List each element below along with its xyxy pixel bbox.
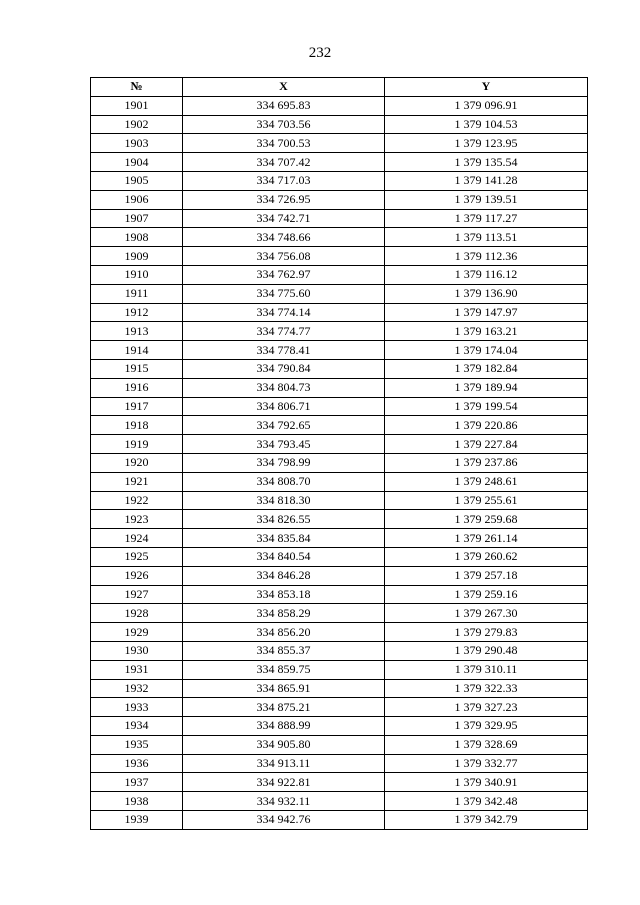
cell-y: 1 379 259.68 bbox=[385, 510, 588, 529]
table-row bbox=[91, 247, 588, 266]
cell-number: 1911 bbox=[91, 284, 183, 303]
cell-number: 1936 bbox=[91, 754, 183, 773]
cell-x: 334 748.66 bbox=[183, 228, 385, 247]
table-row bbox=[91, 322, 588, 341]
cell-y: 1 379 135.54 bbox=[385, 153, 588, 172]
cell-number: 1909 bbox=[91, 247, 183, 266]
table-row bbox=[91, 529, 588, 548]
table-row bbox=[91, 153, 588, 172]
table-row bbox=[91, 811, 588, 830]
cell-y: 1 379 163.21 bbox=[385, 322, 588, 341]
cell-number: 1938 bbox=[91, 792, 183, 811]
cell-x: 334 806.71 bbox=[183, 397, 385, 416]
cell-number: 1939 bbox=[91, 811, 183, 830]
cell-x: 334 707.42 bbox=[183, 153, 385, 172]
table-row bbox=[91, 171, 588, 190]
table-row bbox=[91, 660, 588, 679]
cell-y: 1 379 290.48 bbox=[385, 641, 588, 660]
cell-number: 1929 bbox=[91, 623, 183, 642]
cell-number: 1921 bbox=[91, 472, 183, 491]
cell-number: 1927 bbox=[91, 585, 183, 604]
cell-x: 334 762.97 bbox=[183, 265, 385, 284]
cell-number: 1913 bbox=[91, 322, 183, 341]
cell-x: 334 856.20 bbox=[183, 623, 385, 642]
cell-y: 1 379 329.95 bbox=[385, 717, 588, 736]
table-row bbox=[91, 209, 588, 228]
cell-number: 1923 bbox=[91, 510, 183, 529]
table-row bbox=[91, 134, 588, 153]
cell-y: 1 379 259.16 bbox=[385, 585, 588, 604]
header-y: Y bbox=[385, 78, 588, 97]
cell-number: 1905 bbox=[91, 171, 183, 190]
cell-x: 334 695.83 bbox=[183, 96, 385, 115]
cell-y: 1 379 116.12 bbox=[385, 265, 588, 284]
cell-y: 1 379 237.86 bbox=[385, 453, 588, 472]
cell-x: 334 742.71 bbox=[183, 209, 385, 228]
table-row bbox=[91, 265, 588, 284]
cell-number: 1934 bbox=[91, 717, 183, 736]
cell-x: 334 858.29 bbox=[183, 604, 385, 623]
cell-y: 1 379 248.61 bbox=[385, 472, 588, 491]
cell-x: 334 790.84 bbox=[183, 359, 385, 378]
cell-x: 334 905.80 bbox=[183, 735, 385, 754]
table-row bbox=[91, 792, 588, 811]
table-row bbox=[91, 453, 588, 472]
cell-x: 334 804.73 bbox=[183, 378, 385, 397]
table-row bbox=[91, 773, 588, 792]
cell-number: 1922 bbox=[91, 491, 183, 510]
cell-x: 334 826.55 bbox=[183, 510, 385, 529]
cell-x: 334 818.30 bbox=[183, 491, 385, 510]
table-row bbox=[91, 416, 588, 435]
cell-number: 1919 bbox=[91, 435, 183, 454]
cell-x: 334 932.11 bbox=[183, 792, 385, 811]
table-row bbox=[91, 717, 588, 736]
cell-x: 334 726.95 bbox=[183, 190, 385, 209]
cell-number: 1928 bbox=[91, 604, 183, 623]
table-body bbox=[91, 96, 588, 829]
cell-y: 1 379 342.48 bbox=[385, 792, 588, 811]
cell-number: 1901 bbox=[91, 96, 183, 115]
cell-y: 1 379 147.97 bbox=[385, 303, 588, 322]
cell-number: 1910 bbox=[91, 265, 183, 284]
cell-number: 1902 bbox=[91, 115, 183, 134]
cell-number: 1930 bbox=[91, 641, 183, 660]
cell-x: 334 835.84 bbox=[183, 529, 385, 548]
cell-x: 334 846.28 bbox=[183, 566, 385, 585]
table-row bbox=[91, 397, 588, 416]
table-row bbox=[91, 604, 588, 623]
cell-y: 1 379 227.84 bbox=[385, 435, 588, 454]
table-row bbox=[91, 754, 588, 773]
table-row bbox=[91, 435, 588, 454]
header-number: № bbox=[91, 78, 183, 97]
cell-x: 334 775.60 bbox=[183, 284, 385, 303]
cell-y: 1 379 332.77 bbox=[385, 754, 588, 773]
cell-number: 1906 bbox=[91, 190, 183, 209]
cell-number: 1916 bbox=[91, 378, 183, 397]
cell-y: 1 379 220.86 bbox=[385, 416, 588, 435]
cell-x: 334 853.18 bbox=[183, 585, 385, 604]
cell-number: 1914 bbox=[91, 341, 183, 360]
table-row bbox=[91, 510, 588, 529]
table-row bbox=[91, 115, 588, 134]
cell-y: 1 379 310.11 bbox=[385, 660, 588, 679]
cell-y: 1 379 096.91 bbox=[385, 96, 588, 115]
cell-number: 1932 bbox=[91, 679, 183, 698]
table-row bbox=[91, 303, 588, 322]
page-number: 232 bbox=[308, 45, 332, 61]
cell-y: 1 379 123.95 bbox=[385, 134, 588, 153]
cell-y: 1 379 112.36 bbox=[385, 247, 588, 266]
header-x: X bbox=[183, 78, 385, 97]
cell-y: 1 379 322.33 bbox=[385, 679, 588, 698]
cell-x: 334 703.56 bbox=[183, 115, 385, 134]
cell-x: 334 922.81 bbox=[183, 773, 385, 792]
cell-number: 1931 bbox=[91, 660, 183, 679]
table-row bbox=[91, 547, 588, 566]
cell-x: 334 855.37 bbox=[183, 641, 385, 660]
table-row bbox=[91, 679, 588, 698]
cell-y: 1 379 328.69 bbox=[385, 735, 588, 754]
table-row bbox=[91, 585, 588, 604]
cell-x: 334 774.14 bbox=[183, 303, 385, 322]
cell-x: 334 913.11 bbox=[183, 754, 385, 773]
cell-y: 1 379 113.51 bbox=[385, 228, 588, 247]
cell-x: 334 717.03 bbox=[183, 171, 385, 190]
table-row bbox=[91, 341, 588, 360]
table-row bbox=[91, 96, 588, 115]
cell-x: 334 793.45 bbox=[183, 435, 385, 454]
header-row bbox=[91, 78, 588, 97]
cell-number: 1907 bbox=[91, 209, 183, 228]
table-header bbox=[91, 78, 588, 97]
cell-x: 334 888.99 bbox=[183, 717, 385, 736]
table-row bbox=[91, 698, 588, 717]
cell-number: 1937 bbox=[91, 773, 183, 792]
table-row bbox=[91, 472, 588, 491]
table-row bbox=[91, 623, 588, 642]
table-row bbox=[91, 491, 588, 510]
cell-x: 334 792.65 bbox=[183, 416, 385, 435]
cell-y: 1 379 139.51 bbox=[385, 190, 588, 209]
cell-y: 1 379 182.84 bbox=[385, 359, 588, 378]
cell-x: 334 778.41 bbox=[183, 341, 385, 360]
cell-x: 334 756.08 bbox=[183, 247, 385, 266]
table-row bbox=[91, 284, 588, 303]
cell-number: 1924 bbox=[91, 529, 183, 548]
cell-x: 334 700.53 bbox=[183, 134, 385, 153]
cell-y: 1 379 104.53 bbox=[385, 115, 588, 134]
cell-y: 1 379 327.23 bbox=[385, 698, 588, 717]
cell-y: 1 379 340.91 bbox=[385, 773, 588, 792]
table-row bbox=[91, 735, 588, 754]
table-row bbox=[91, 378, 588, 397]
cell-y: 1 379 141.28 bbox=[385, 171, 588, 190]
cell-y: 1 379 260.62 bbox=[385, 547, 588, 566]
table-row bbox=[91, 359, 588, 378]
cell-number: 1903 bbox=[91, 134, 183, 153]
cell-y: 1 379 267.30 bbox=[385, 604, 588, 623]
cell-x: 334 840.54 bbox=[183, 547, 385, 566]
cell-x: 334 798.99 bbox=[183, 453, 385, 472]
cell-y: 1 379 189.94 bbox=[385, 378, 588, 397]
cell-y: 1 379 255.61 bbox=[385, 491, 588, 510]
cell-number: 1908 bbox=[91, 228, 183, 247]
cell-y: 1 379 174.04 bbox=[385, 341, 588, 360]
cell-number: 1915 bbox=[91, 359, 183, 378]
cell-number: 1926 bbox=[91, 566, 183, 585]
cell-number: 1918 bbox=[91, 416, 183, 435]
cell-number: 1920 bbox=[91, 453, 183, 472]
cell-number: 1904 bbox=[91, 153, 183, 172]
coordinates-table bbox=[90, 77, 588, 830]
table-row bbox=[91, 641, 588, 660]
cell-number: 1935 bbox=[91, 735, 183, 754]
cell-y: 1 379 136.90 bbox=[385, 284, 588, 303]
cell-x: 334 865.91 bbox=[183, 679, 385, 698]
cell-x: 334 808.70 bbox=[183, 472, 385, 491]
cell-y: 1 379 279.83 bbox=[385, 623, 588, 642]
cell-y: 1 379 261.14 bbox=[385, 529, 588, 548]
cell-number: 1912 bbox=[91, 303, 183, 322]
table-row bbox=[91, 228, 588, 247]
cell-number: 1917 bbox=[91, 397, 183, 416]
cell-x: 334 859.75 bbox=[183, 660, 385, 679]
cell-number: 1933 bbox=[91, 698, 183, 717]
cell-y: 1 379 257.18 bbox=[385, 566, 588, 585]
table-row bbox=[91, 190, 588, 209]
cell-x: 334 875.21 bbox=[183, 698, 385, 717]
cell-x: 334 942.76 bbox=[183, 811, 385, 830]
cell-y: 1 379 117.27 bbox=[385, 209, 588, 228]
cell-x: 334 774.77 bbox=[183, 322, 385, 341]
table-row bbox=[91, 566, 588, 585]
cell-number: 1925 bbox=[91, 547, 183, 566]
cell-y: 1 379 342.79 bbox=[385, 811, 588, 830]
cell-y: 1 379 199.54 bbox=[385, 397, 588, 416]
